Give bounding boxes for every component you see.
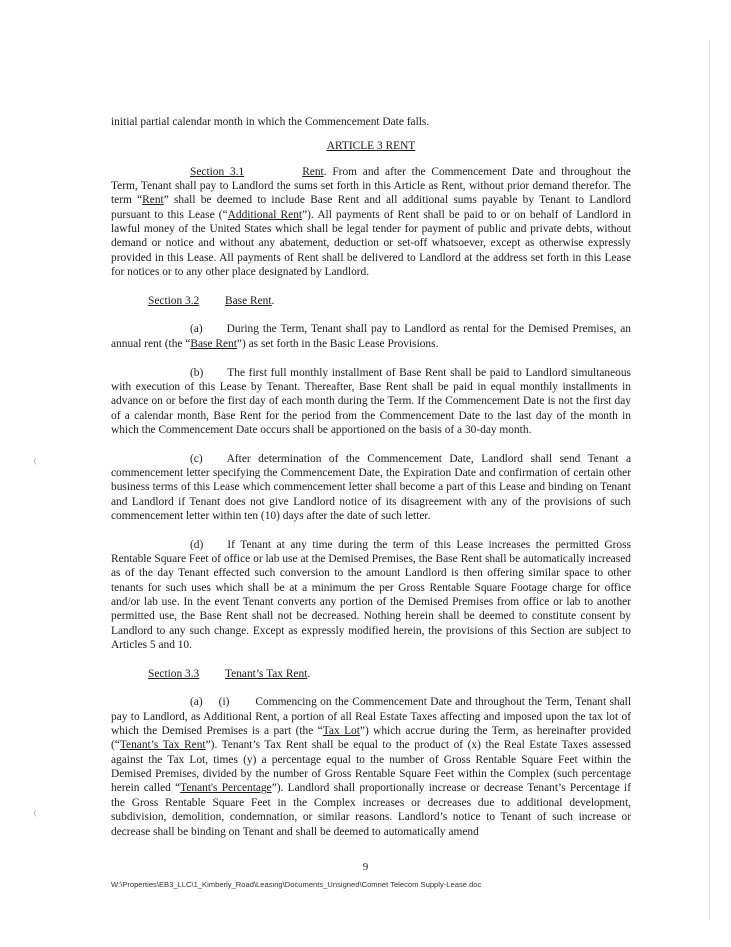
section-title: Tenant’s Tax Rent bbox=[225, 667, 308, 680]
defined-term: Tax Lot bbox=[322, 725, 360, 738]
defined-term: Tenant's Percentage bbox=[180, 782, 272, 795]
defined-term: Tenant’s Tax Rent bbox=[119, 739, 206, 752]
section-number: Section 3.2 bbox=[148, 294, 200, 307]
section-number: Section 3.1 bbox=[190, 165, 245, 178]
clause-3-2-d: (d) If Tenant at any time during the term of this Lease increases the permitted Gross Rentable Square Feet of office or lab use at the Demised Premises, the Base Rent shall be automatically increased as of the day Tenant effected such conversion to the amount Landlord is then offering similar space to other tenants for such uses which shall be at a minimum the per Gross Rentable Square Footage charge for office and/or lab use. In the event Tenant converts any portion of the Demised Premises from office or lab to another permitted use, the Base Rent shall not be decreased. Nothing herein shall be deemed to constitute consent by Landlord to any such change. Except as expressly modified herein, the provisions of this Section are subject to Articles 5 and 10. bbox=[111, 538, 631, 652]
defined-term: Rent bbox=[142, 194, 164, 207]
scan-edge-line bbox=[709, 40, 710, 920]
document-body bbox=[111, 115, 631, 839]
defined-term: Additional Rent bbox=[227, 208, 303, 221]
section-3-2-heading: Section 3.2 Base Rent. bbox=[148, 294, 275, 307]
page-number: 9 bbox=[362, 861, 369, 873]
section-3-3-heading: Section 3.3 Tenant’s Tax Rent. bbox=[148, 667, 311, 680]
clause-3-3-a-i: (a) (i) Commencing on the Commencement Date and throughout the Term, Tenant shall pay to Landlord, as Additional Rent, a portion of all Real Estate Taxes affecting and imposed upon the tax lot of which the Demised Premises is a part (the “Tax Lot”) which accrue during the Term, as hereinafter provided (“Tenant’s Tax Rent”). Tenant’s Tax Rent shall be equal to the product of (x) the Real Estate Taxes assessed against the Tax Lot, times (y) a percentage equal to the number of Gross Rentable Square Feet within the Demised Premises, divided by the number of Gross Rentable Square Feet within the Complex (such percentage herein called “Tenant's Percentage”). Landlord shall proportionally increase or decrease Tenant’s Percentage if the Gross Rentable Square Feet in the Complex increases or decreases due to additional development, subdivision, demolition, condemnation, or similar reasons. Landlord’s notice to Tenant of such increase or decrease shall be binding on Tenant and shall be deemed to automatically amend bbox=[111, 696, 632, 838]
margin-mark: ( bbox=[34, 456, 37, 465]
section-number: Section 3.3 bbox=[148, 667, 200, 680]
clause-3-2-b: (b) The first full monthly installment of Base Rent shall be paid to Landlord simultaneous with execution of this Lease by Tenant. Thereafter, Base Rent shall be paid in equal monthly installments in advance on or before the first day of each month during the Term. If the Commencement Date is not the first day of a calendar month, Base Rent for the period from the Commencement Date to the last day of the month in which the Commencement Date occurs shall be apportioned on the basis of a 30-day month. bbox=[111, 366, 631, 436]
section-title: Rent bbox=[302, 165, 324, 178]
section-title: Base Rent bbox=[225, 294, 272, 307]
clause-3-2-a: (a) During the Term, Tenant shall pay to Landlord as rental for the Demised Premises, an annual rent (the “Base Rent”) as set forth in the Basic Lease Provisions. bbox=[111, 323, 631, 350]
section-3-1: Section 3.1 Rent. From and after the Commencement Date and throughout the Term, Tenant shall pay to Landlord the sums set forth in this Article as Rent, without prior demand therefor. The term “Rent” shall be deemed to include Base Rent and all additional sums payable by Tenant to Landlord pursuant to this Lease (“Additional Rent”). All payments of Rent shall be paid to or on behalf of Landlord in lawful money of the United States which shall be legal tender for payment of public and private debts, without demand or notice and without any abatement, deduction or set-off whatsoever, except as otherwise expressly provided in this Lease. All payments of Rent shall be delivered to Landlord at the address set forth in this Lease for notices or to any other place designated by Landlord. bbox=[111, 165, 631, 279]
clause-3-2-c: (c) After determination of the Commencement Date, Landlord shall send Tenant a commencement letter specifying the Commencement Date, the Expiration Date and confirmation of certain other business terms of this Lease which commencement letter shall become a part of this Lease and binding on Tenant and Landlord if Tenant does not give Landlord notice of its disagreement with any of the provisions of such commencement letter within ten (10) days after the date of such letter. bbox=[111, 452, 631, 522]
intro-line: initial partial calendar month in which the Commencement Date falls. bbox=[111, 116, 430, 128]
footer-file-path: W:\Properties\EB3_LLC\1_Kimberly_Road\Leasing\Documents_Unsigned\Comnet Telecom Supply-Lease.doc bbox=[111, 880, 482, 889]
article-heading: ARTICLE 3 RENT bbox=[326, 140, 416, 153]
margin-mark: ( bbox=[34, 808, 37, 817]
defined-term: Base Rent bbox=[190, 337, 237, 350]
